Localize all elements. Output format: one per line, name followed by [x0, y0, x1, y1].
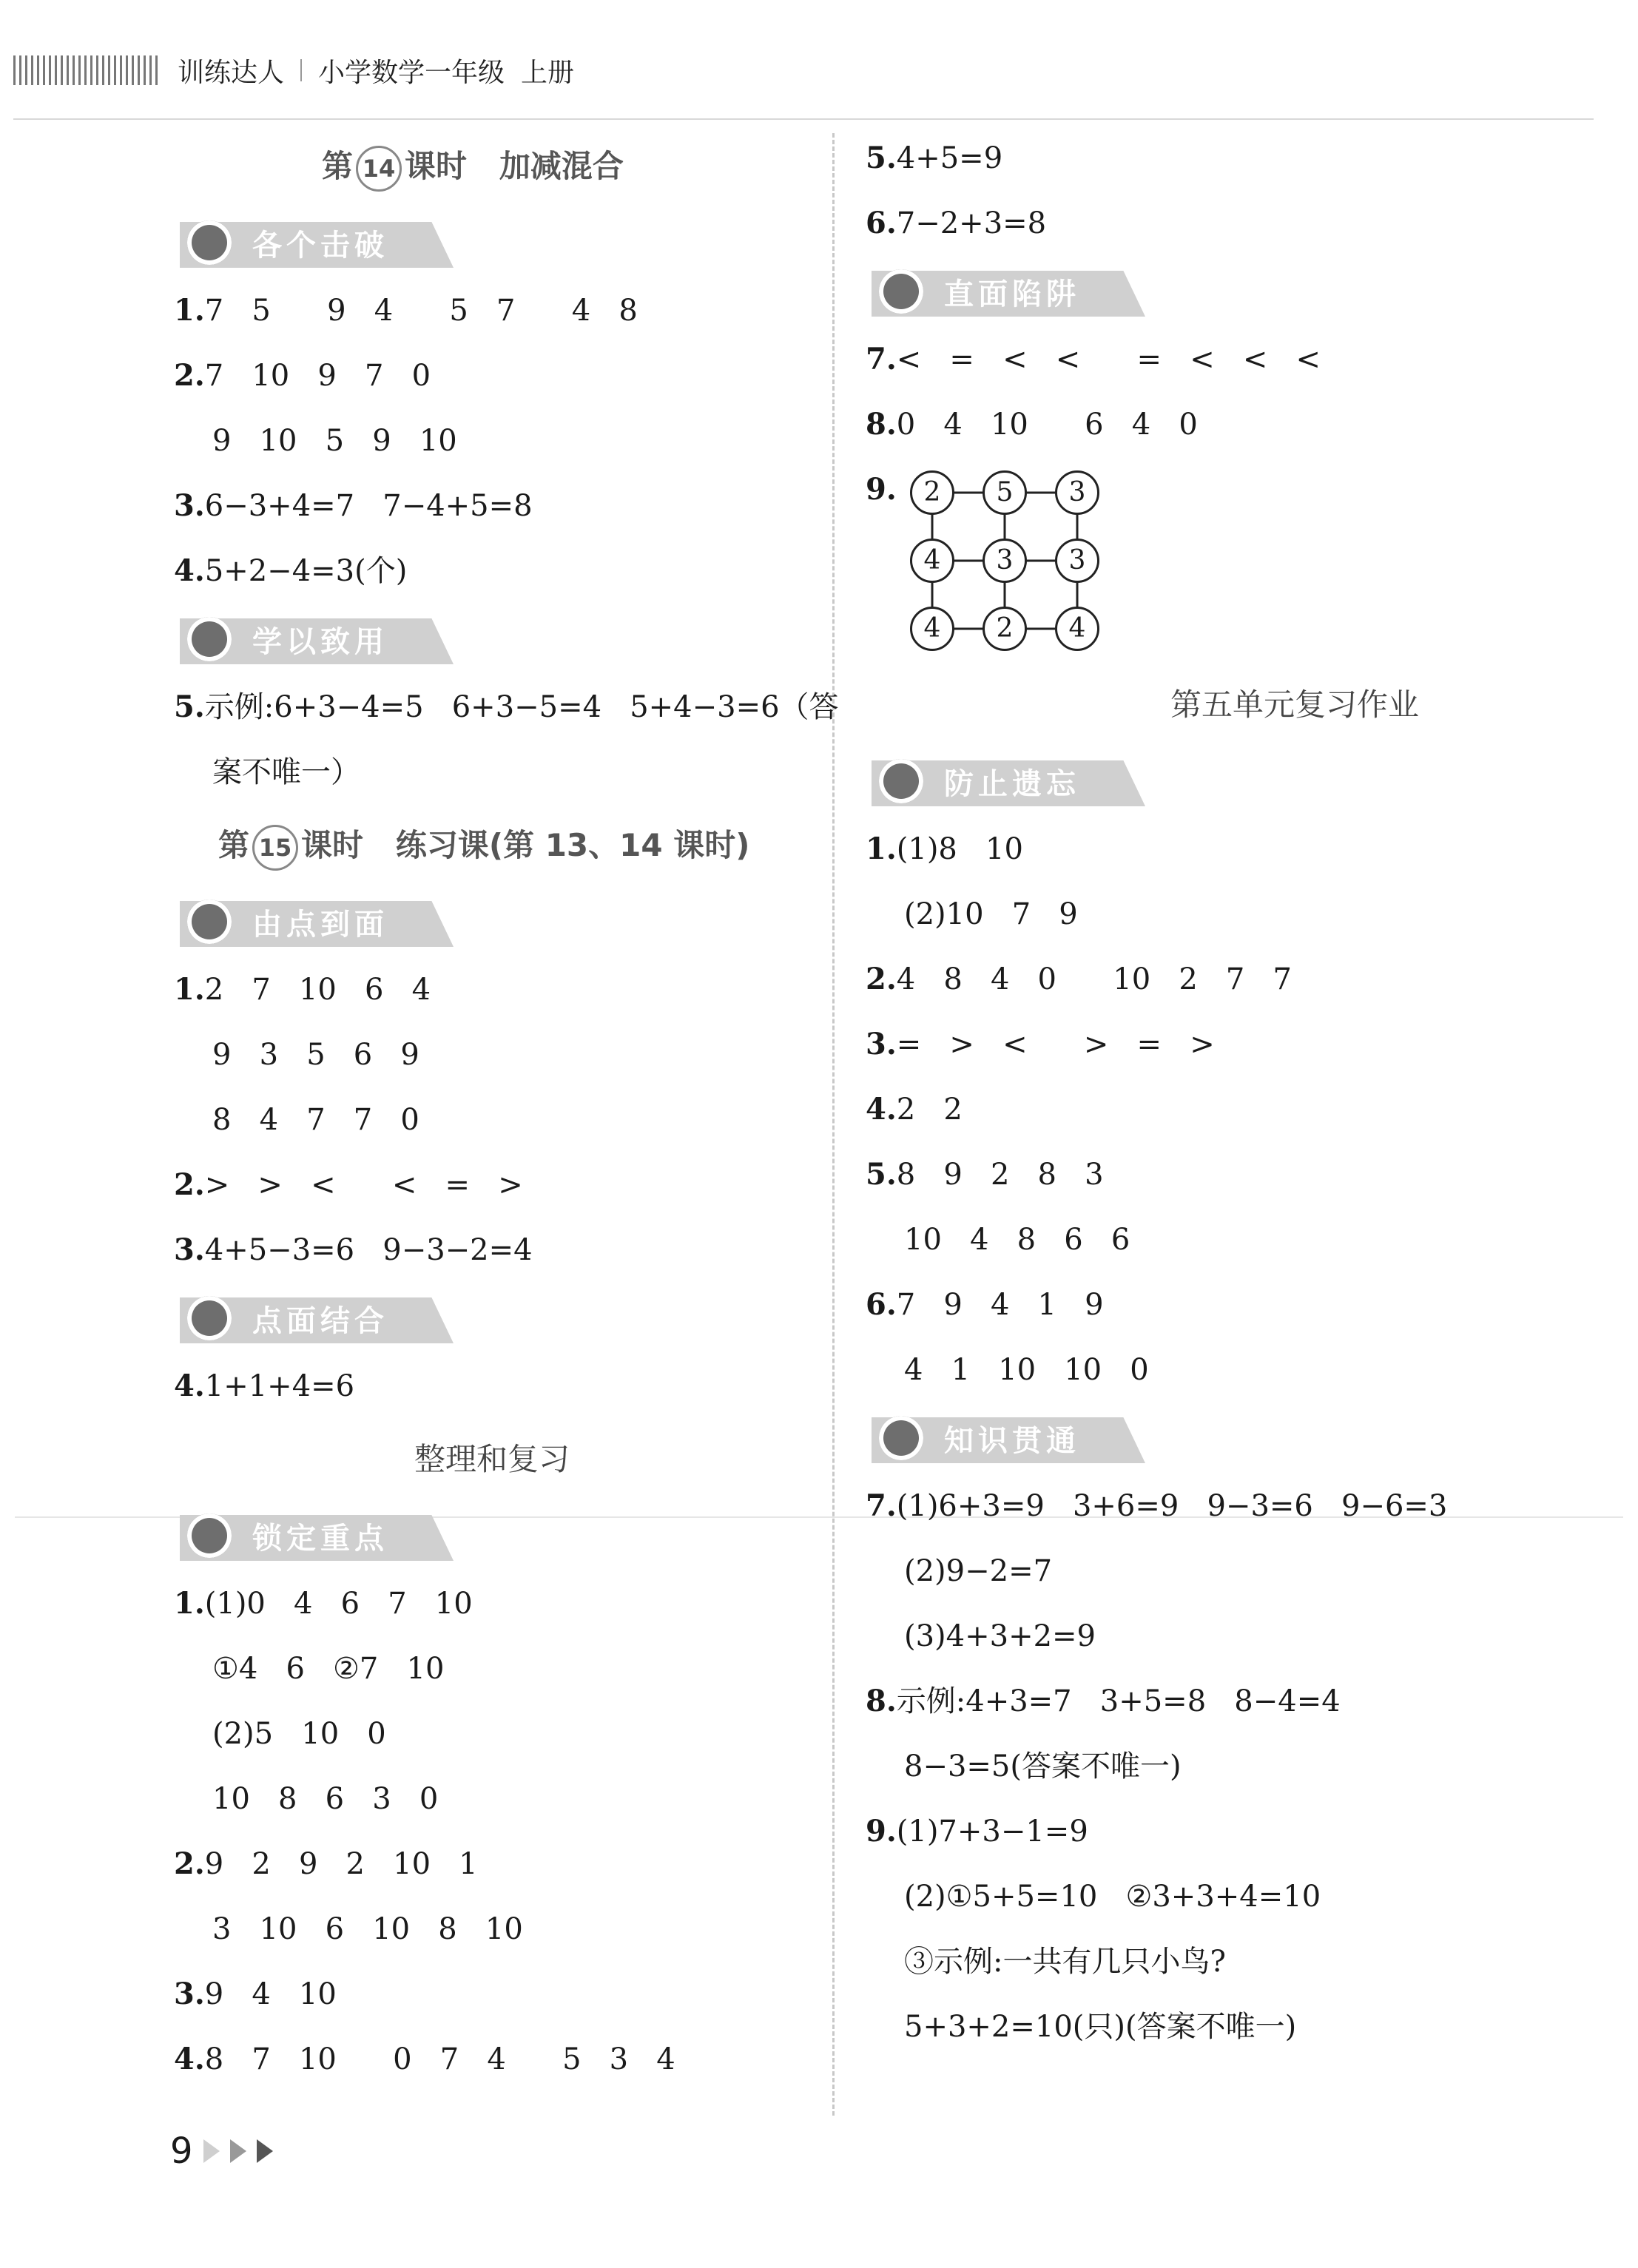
banner-防止遗忘: 防止遗忘 — [866, 746, 1576, 817]
answer-5: 5.4+5=9 — [866, 141, 1003, 175]
answer-2: 2.7 10 9 7 0 — [174, 358, 431, 393]
answer-5: 5.示例:6+3−4=5 6+3−5=4 5+4−3=6（答 — [174, 689, 839, 724]
answer-4: 4.1+1+4=6 — [174, 1368, 355, 1403]
aperture-icon — [174, 1510, 245, 1562]
page-number: 9 — [170, 2130, 193, 2172]
answer-1-cont: 9 3 5 6 9 — [212, 1038, 419, 1072]
answer-4: 4.2 2 — [866, 1092, 963, 1127]
answer-2-cont: 9 10 5 9 10 — [212, 424, 457, 458]
grid-node: 3 — [983, 539, 1027, 583]
grid-node: 5 — [983, 470, 1027, 515]
answer-5: 5.8 9 2 8 3 — [866, 1157, 1104, 1192]
right-column — [866, 126, 1576, 2059]
header-separator — [300, 59, 302, 81]
answer-8-cont: 8−3=5(答案不唯一) — [904, 1749, 1182, 1783]
grid-node: 2 — [910, 470, 954, 515]
header-book: 小学数学一年级 — [318, 57, 505, 88]
grid-node: 3 — [1055, 470, 1099, 515]
answer-4: 4.5+2−4=3(个) — [174, 553, 408, 588]
answer-3: 3.9 4 10 — [174, 1977, 337, 2011]
answer-5-cont: 案不唯一） — [212, 755, 360, 789]
left-column — [174, 126, 839, 2092]
header-brand: 训练达人 — [178, 57, 285, 88]
answer-1-cont: (2)5 10 0 — [212, 1717, 386, 1751]
answer-4: 4.8 7 10 0 7 4 5 3 4 — [174, 2042, 675, 2076]
user-icon — [866, 1412, 937, 1464]
answer-9-grid — [866, 457, 1576, 664]
answer-7: 7.(1)6+3=9 3+6=9 9−3=6 9−6=3 — [866, 1488, 1448, 1523]
answer-2: 2.4 8 4 0 10 2 7 7 — [866, 962, 1292, 996]
header-divider — [13, 118, 1594, 120]
answer-9-cont: ③示例:一共有几只小鸟? — [904, 1945, 1226, 1979]
column-divider — [832, 133, 835, 2116]
answer-3: 3.6−3+4=7 7−4+5=8 — [174, 488, 533, 523]
grid-node: 3 — [1055, 539, 1099, 583]
arrow-icon — [230, 2139, 246, 2163]
answer-9: 9.(1)7+3−1=9 — [866, 1814, 1088, 1849]
lesson-number-badge: 14 — [356, 146, 402, 192]
answer-1: 1.(1)8 10 — [866, 831, 1023, 866]
answer-2: 2.9 2 9 2 10 1 — [174, 1846, 478, 1881]
section-title: 第五单元复习作业 — [1170, 686, 1419, 723]
answer-1-cont: 8 4 7 7 0 — [212, 1103, 419, 1137]
grid-node: 4 — [910, 607, 954, 651]
answer-2: 2.> > < < = > — [174, 1167, 523, 1202]
paper-plane-icon — [174, 613, 245, 665]
arrow-icon — [257, 2139, 273, 2163]
banner-学以致用: 学以致用 — [174, 604, 810, 675]
answer-7-cont: (3)4+3+2=9 — [904, 1619, 1096, 1653]
page-header — [13, 44, 574, 96]
answer-3: 3.= > < > = > — [866, 1027, 1215, 1062]
banner-由点到面: 由点到面 — [174, 886, 810, 957]
head-icon — [866, 755, 937, 807]
answer-1: 1.2 7 10 6 4 — [174, 972, 431, 1007]
location-pin-icon — [866, 266, 937, 317]
answer-3: 3.4+5−3=6 9−3−2=4 — [174, 1232, 533, 1267]
answer-1: 1.7 5 9 4 5 7 4 8 — [174, 293, 638, 328]
grid-node: 4 — [1055, 607, 1099, 651]
answer-7: 7.< = < < = < < < — [866, 342, 1321, 377]
grid-node: 2 — [983, 607, 1027, 651]
answer-6-cont: 4 1 10 10 0 — [904, 1353, 1149, 1387]
target-icon — [174, 217, 245, 269]
grid-node: 4 — [910, 539, 954, 583]
barcode-decoration — [13, 55, 161, 85]
header-volume: 上册 — [521, 57, 575, 88]
page-footer — [170, 2130, 273, 2172]
answer-1: 1.(1)0 4 6 7 10 — [174, 1586, 473, 1621]
banner-各个击破: 各个击破 — [174, 207, 810, 278]
answer-1-cont: ①4 6 ②7 10 — [212, 1652, 445, 1686]
banner-直面陷阱: 直面陷阱 — [866, 256, 1576, 327]
answer-8: 8.0 4 10 6 4 0 — [866, 407, 1198, 442]
lesson-14-title: 第 14 课时 加减混合 — [174, 126, 810, 207]
gear-icon — [174, 896, 245, 948]
banner-知识贯通: 知识贯通 — [866, 1403, 1576, 1474]
answer-9-label: 9. — [866, 472, 897, 507]
banner-锁定重点: 锁定重点 — [174, 1500, 810, 1571]
answer-6: 6.7−2+3=8 — [866, 206, 1047, 240]
answer-1-cont: 10 8 6 3 0 — [212, 1782, 439, 1816]
answer-1-cont: (2)10 7 9 — [904, 897, 1078, 931]
banner-点面结合: 点面结合 — [174, 1283, 810, 1354]
answer-9-cont: 5+3+2=10(只)(答案不唯一) — [904, 2010, 1297, 2044]
lesson-number-badge: 15 — [252, 825, 298, 871]
arrow-icon — [203, 2139, 220, 2163]
answer-8: 8.示例:4+3=7 3+5=8 8−4=4 — [866, 1684, 1341, 1718]
answer-7-cont: (2)9−2=7 — [904, 1554, 1053, 1588]
section-title: 整理和复习 — [414, 1441, 570, 1477]
share-icon — [174, 1292, 245, 1344]
lesson-15-title: 第 15 课时 练习课(第 13、14 课时) — [174, 805, 810, 886]
answer-5-cont: 10 4 8 6 6 — [904, 1223, 1130, 1257]
answer-2-cont: 3 10 6 10 8 10 — [212, 1912, 523, 1946]
answer-9-cont: (2)①5+5=10 ②3+3+4=10 — [904, 1880, 1321, 1914]
answer-6: 6.7 9 4 1 9 — [866, 1287, 1104, 1322]
